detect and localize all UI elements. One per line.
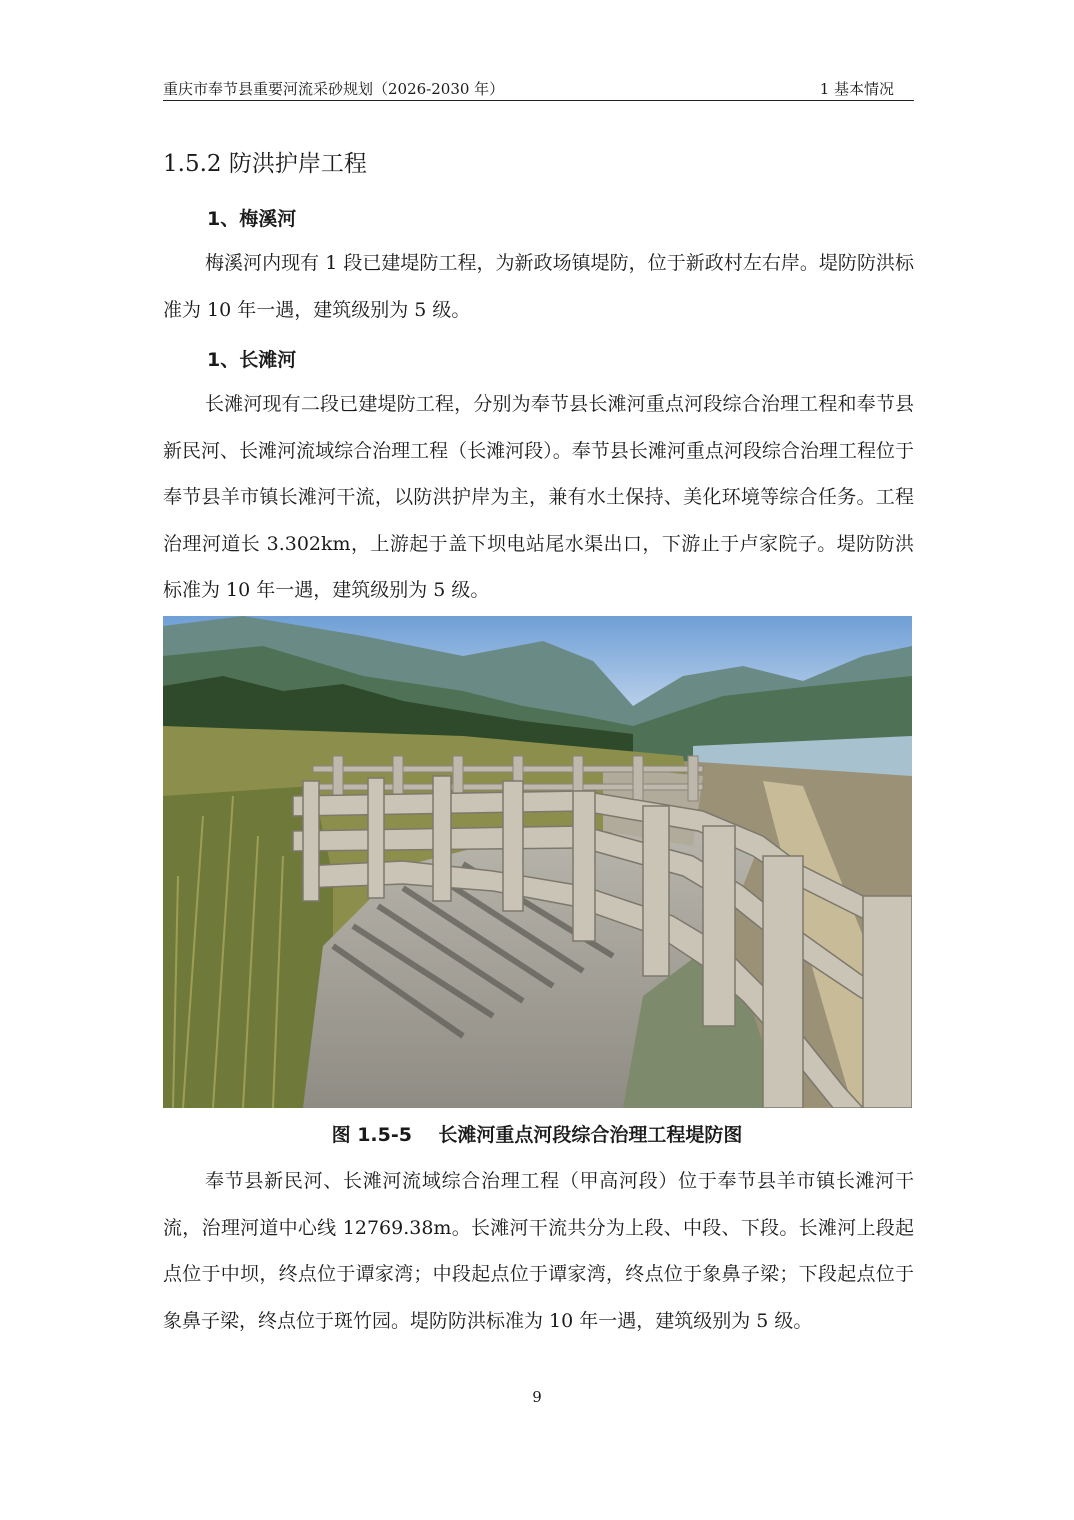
- levee-photo-illustration: [163, 616, 912, 1108]
- paragraph-changtan: 长滩河现有二段已建堤防工程，分别为奉节县长滩河重点河段综合治理工程和奉节县新民河、长滩河流域综合治理工程（长滩河段）。奉节县长滩河重点河段综合治理工程位于奉节县羊市镇长滩河干流，以防洪护岸为主，兼有水土保持、美化环境等综合任务。工程治理河道长 3.302km，上游起于盖下坝电站尾水渠出口，下游止于卢家院子。堤防防洪标准为 10 年一遇，建筑级别为 5 级。: [163, 393, 914, 601]
- figure-caption: 图 1.5-5 长滩河重点河段综合治理工程堤防图: [331, 1124, 743, 1146]
- levee-photo: [163, 616, 912, 1108]
- header-chapter: 1 基本情况: [819, 80, 894, 98]
- page-number: 9: [532, 1388, 542, 1406]
- subsection-heading-changtan: 1、长滩河: [207, 349, 297, 371]
- subsection-heading-meixi: 1、梅溪河: [207, 208, 297, 230]
- paragraph-meixi: 梅溪河内现有 1 段已建堤防工程，为新政场镇堤防，位于新政村左右岸。堤防防洪标准为 10 年一遇，建筑级别为 5 级。: [163, 252, 914, 321]
- paragraph-jiagao: 奉节县新民河、长滩河流域综合治理工程（甲高河段）位于奉节县羊市镇长滩河干流，治理河道中心线 12769.38m。长滩河干流共分为上段、中段、下段。长滩河上段起点位于中坝，终点位于谭家湾；中段起点位于谭家湾，终点位于象鼻子梁；下段起点位于象鼻子梁，终点位于斑竹园。堤防防洪标准为 10 年一遇，建筑级别为 5 级。: [163, 1170, 914, 1332]
- section-title: 1.5.2 防洪护岸工程: [163, 151, 367, 177]
- header-title: 重庆市奉节县重要河流采砂规划（2026-2030 年）: [163, 80, 505, 98]
- page-header: [163, 76, 914, 101]
